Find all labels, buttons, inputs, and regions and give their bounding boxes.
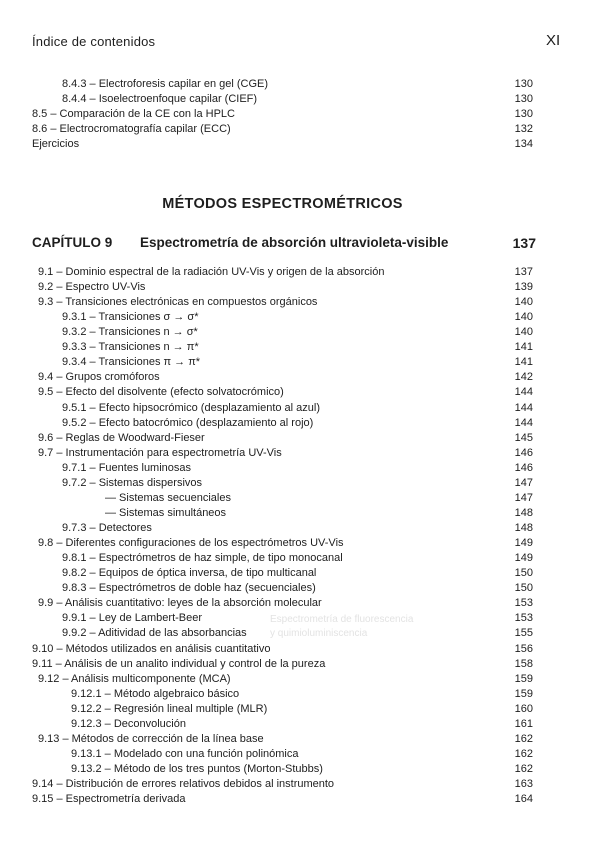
toc-entry-page: 134: [514, 138, 533, 150]
toc-entry-label: 8.6 – Electrocromatografía capilar (ECC): [32, 123, 231, 135]
toc-entry-label: 9.7.2 – Sistemas dispersivos: [62, 476, 203, 489]
toc-entry-page: 162: [514, 732, 533, 745]
toc-entry-page: 130: [514, 78, 533, 90]
toc-entry-page: 140: [514, 326, 533, 339]
toc-entry: [0, 626, 600, 641]
toc-entry-label: 8.4.4 – Isoelectroenfoque capilar (CIEF): [62, 93, 258, 105]
chapter-number: CAPÍTULO 9: [32, 235, 113, 250]
toc-entry-label: 9.14 – Distribución de errores relativos debidos al instrumento: [32, 778, 335, 791]
toc-entry-page: 156: [514, 642, 533, 655]
toc-entry-page: 162: [514, 747, 533, 760]
running-header-title: Índice de contenidos: [32, 34, 156, 49]
toc-entry-page: 148: [514, 506, 533, 519]
toc-entry-label: 9.9.1 – Ley de Lambert-Beer: [62, 612, 203, 625]
toc-entry-label: 9.13 – Métodos de corrección de la línea base: [38, 732, 264, 745]
toc-entry: [0, 536, 600, 551]
toc-entry-page: 141: [514, 341, 533, 354]
toc-entry: [0, 401, 600, 416]
toc-entry-page: 162: [514, 762, 533, 775]
toc-entry-label: 9.8.3 – Espectrómetros de doble haz (secuenciales): [62, 582, 316, 595]
toc-entry-page: 144: [514, 401, 533, 414]
toc-entry-label: 8.5 – Comparación de la CE con la HPLC: [32, 108, 235, 120]
chapter-title: Espectrometría de absorción ultravioleta-visible: [140, 235, 449, 250]
toc-entry-label: 9.3.2 – Transiciones n → σ*: [62, 326, 198, 339]
toc-entry-page: 161: [514, 717, 533, 730]
toc-entry: [0, 416, 600, 431]
toc-entry-page: 150: [514, 567, 533, 580]
toc-entry: [0, 642, 600, 657]
toc-entry-page: 155: [514, 627, 533, 640]
toc-entry-label: 9.11 – Análisis de un analito individual y control de la pureza: [32, 657, 326, 670]
toc-entry: [0, 762, 600, 777]
toc-entry: [0, 777, 600, 792]
section-title: MÉTODOS ESPECTROMÉTRICOS: [162, 196, 403, 212]
toc-entry: [0, 551, 600, 566]
toc-entry-page: 146: [514, 461, 533, 474]
toc-entry: [0, 446, 600, 461]
toc-entry-label: 9.2 – Espectro UV-Vis: [38, 281, 146, 294]
toc-entry-page: 150: [514, 582, 533, 595]
toc-entry: [0, 566, 600, 581]
toc-entry: [0, 310, 600, 325]
chapter-page: 137: [512, 235, 536, 251]
toc-entry: [0, 792, 600, 807]
toc-entry-label: 9.9 – Análisis cuantitativo: leyes de la absorción molecular: [38, 597, 322, 610]
toc-entry-label: 9.3.4 – Transiciones π → π*: [62, 356, 201, 369]
toc-entry: [0, 340, 600, 355]
toc-entry-page: 140: [514, 296, 533, 309]
toc-entry-page: 130: [514, 108, 533, 120]
toc-entry-label: 9.5.2 – Efecto batocrómico (desplazamiento al rojo): [62, 416, 314, 429]
toc-entry: [0, 325, 600, 340]
toc-entry: [0, 92, 600, 107]
toc-entry-page: 132: [514, 123, 533, 135]
toc-entry-page: 141: [514, 356, 533, 369]
toc-entry-page: 148: [514, 522, 533, 535]
toc-entry-label: — Sistemas simultáneos: [105, 506, 227, 519]
toc-entry-label: 9.12.1 – Método algebraico básico: [71, 687, 240, 700]
toc-entry: [0, 355, 600, 370]
toc-entry-page: 145: [514, 431, 533, 444]
bleed-through-text: Espectrometría de fluorescencia: [270, 614, 414, 625]
toc-entry-page: 147: [514, 476, 533, 489]
toc-entry-label: 9.13.2 – Método de los tres puntos (Morton-Stubbs): [71, 762, 323, 775]
toc-entry: [0, 687, 600, 702]
toc-entry-page: 144: [514, 386, 533, 399]
toc-entry-label: 9.8 – Diferentes configuraciones de los espectrómetros UV-Vis: [38, 537, 344, 550]
toc-entry: [0, 521, 600, 536]
toc-entry: [0, 370, 600, 385]
toc-entry-label: 9.4 – Grupos cromóforos: [38, 371, 160, 384]
toc-entry: [0, 385, 600, 400]
toc-entry-page: 142: [514, 371, 533, 384]
toc-entry: [0, 506, 600, 521]
toc-entry: [0, 657, 600, 672]
toc-entry-page: 147: [514, 491, 533, 504]
toc-entry-label: 9.3.3 – Transiciones n → π*: [62, 341, 199, 354]
toc-entry: [0, 596, 600, 611]
toc-entry-page: 164: [514, 793, 533, 806]
toc-entry: [0, 280, 600, 295]
toc-entry: [0, 265, 600, 280]
toc-entry-label: 9.15 – Espectrometría derivada: [32, 793, 186, 806]
toc-entry-page: 130: [514, 93, 533, 105]
toc-entry: [0, 611, 600, 626]
toc-entry-page: 163: [514, 778, 533, 791]
toc-entry-page: 153: [514, 612, 533, 625]
toc-entry-page: 160: [514, 702, 533, 715]
toc-entry-label: 9.12.3 – Deconvolución: [71, 717, 186, 730]
toc-entry-page: 149: [514, 552, 533, 565]
toc-entry-label: 9.12 – Análisis multicomponente (MCA): [38, 672, 231, 685]
toc-entry-label: 9.8.1 – Espectrómetros de haz simple, de tipo monocanal: [62, 552, 343, 565]
toc-entry: [0, 732, 600, 747]
toc-entry: [0, 476, 600, 491]
toc-entry: [0, 122, 600, 137]
toc-entry: [0, 431, 600, 446]
toc-entry-page: 153: [514, 597, 533, 610]
toc-entry: [0, 747, 600, 762]
toc-entry-label: 9.3 – Transiciones electrónicas en compuestos orgánicos: [38, 296, 318, 309]
toc-entry: [0, 702, 600, 717]
toc-entry-page: 144: [514, 416, 533, 429]
toc-entry: [0, 672, 600, 687]
toc-entry: [0, 107, 600, 122]
bleed-through-text: y quimioluminiscencia: [270, 628, 368, 639]
toc-entry-label: 9.5.1 – Efecto hipsocrómico (desplazamiento al azul): [62, 401, 321, 414]
toc-entry: [0, 581, 600, 596]
toc-entry: [0, 717, 600, 732]
toc-entry-label: — Sistemas secuenciales: [105, 491, 231, 504]
toc-entry-label: 9.9.2 – Aditividad de las absorbancias: [62, 627, 247, 640]
toc-entry-label: 9.6 – Reglas de Woodward-Fieser: [38, 431, 205, 444]
toc-entry-label: 9.10 – Métodos utilizados en análisis cuantitativo: [32, 642, 271, 655]
page-number: XI: [546, 32, 561, 49]
toc-entry-page: 159: [514, 672, 533, 685]
toc-entry-page: 149: [514, 537, 533, 550]
toc-entry-label: 9.13.1 – Modelado con una función polinómica: [71, 747, 299, 760]
toc-entry-page: 137: [514, 266, 533, 278]
toc-entry-label: 8.4.3 – Electroforesis capilar en gel (CGE): [62, 78, 269, 90]
toc-entry-label: Ejercicios: [32, 138, 80, 150]
toc-entry-label: 9.7 – Instrumentación para espectrometría UV-Vis: [38, 446, 282, 459]
toc-entry-page: 159: [514, 687, 533, 700]
toc-entry-label: 9.7.3 – Detectores: [62, 522, 152, 535]
toc-entry-page: 146: [514, 446, 533, 459]
toc-entry-page: 158: [514, 657, 533, 670]
toc-entry-label: 9.7.1 – Fuentes luminosas: [62, 461, 192, 474]
toc-entry: [0, 137, 600, 152]
toc-entry-label: 9.3.1 – Transiciones σ → σ*: [62, 311, 199, 324]
toc-entry: [0, 461, 600, 476]
toc-entry: [0, 295, 600, 310]
toc-entry-label: 9.12.2 – Regresión lineal multiple (MLR): [71, 702, 268, 715]
toc-entry: [0, 491, 600, 506]
toc-entry-page: 139: [514, 281, 533, 294]
toc-entry-label: 9.8.2 – Equipos de óptica inversa, de tipo multicanal: [62, 567, 317, 580]
toc-entry-label: 9.1 – Dominio espectral de la radiación UV-Vis y origen de la absorción: [38, 266, 385, 278]
toc-entry-page: 140: [514, 311, 533, 324]
toc-entry-label: 9.5 – Efecto del disolvente (efecto solvatocrómico): [38, 386, 284, 399]
toc-entry: [0, 77, 600, 92]
